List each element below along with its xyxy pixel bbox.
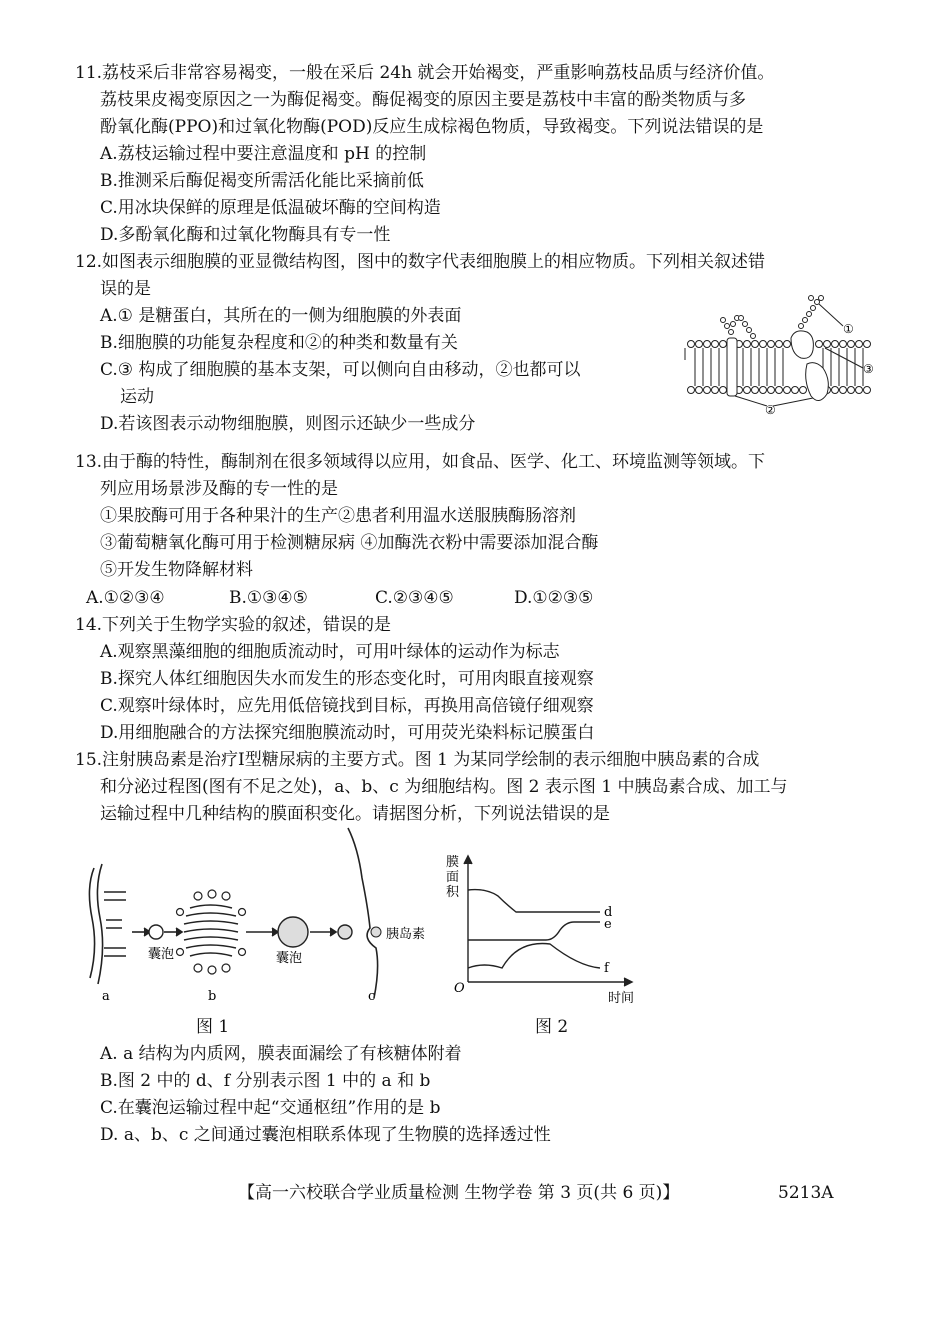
q13-item-line-2: ③葡萄糖氧化酶可用于检测糖尿病 ④加酶洗衣粉中需要添加混合酶 bbox=[100, 533, 599, 553]
fig2-label-e: e bbox=[604, 917, 612, 932]
q15-stem-line-2: 和分泌过程图(图有不足之处)，a、b、c 为细胞结构。图 2 表示图 1 中胰岛素合成、加工与 bbox=[100, 777, 788, 797]
q12-option-c: C.③ 构成了细胞膜的基本支架，可以侧向自由移动，②也都可以 bbox=[100, 360, 581, 380]
q11-option-c: C.用冰块保鲜的原理是低温破坏酶的空间构造 bbox=[100, 198, 441, 218]
footer-code: 5213A bbox=[778, 1183, 834, 1203]
fig1-label-a: a bbox=[102, 989, 110, 1004]
q12-option-a: A.① 是糖蛋白，其所在的一侧为细胞膜的外表面 bbox=[100, 306, 462, 326]
q14-option-c: C.观察叶绿体时，应先用低倍镜找到目标，再换用高倍镜仔细观察 bbox=[100, 696, 594, 716]
fig2-ylabel-char: 膜 bbox=[446, 855, 460, 870]
q15-stem-line-3: 运输过程中几种结构的膜面积变化。请据图分析，下列说法错误的是 bbox=[100, 804, 610, 824]
fig1-label-vesicle-1: 囊泡 bbox=[148, 947, 175, 962]
fig2-ylabel bbox=[446, 855, 460, 900]
q14-option-d: D.用细胞融合的方法探究细胞膜流动时，可用荧光染料标记膜蛋白 bbox=[100, 723, 595, 743]
fig2-ylabel-char: 积 bbox=[446, 885, 460, 900]
q12-stem-line-1: 12.如图表示细胞膜的亚显微结构图，图中的数字代表细胞膜上的相应物质。下列相关叙述错 bbox=[75, 252, 766, 272]
q12-option-d: D.若该图表示动物细胞膜，则图示还缺少一些成分 bbox=[100, 414, 476, 434]
figure-1-caption: 图 1 bbox=[196, 1017, 230, 1037]
q15-stem-line-1: 15.注射胰岛素是治疗Ⅰ型糖尿病的主要方式。图 1 为某同学绘制的表示细胞中胰岛素的合成 bbox=[75, 750, 760, 770]
fig1-label-c: c bbox=[368, 989, 376, 1004]
membrane-label-2: ② bbox=[765, 403, 776, 417]
fig2-label-d: d bbox=[604, 905, 613, 920]
curve-d bbox=[468, 890, 600, 912]
q13-option-c: C.②③④⑤ bbox=[375, 588, 454, 608]
q11-option-a: A.荔枝运输过程中要注意温度和 pH 的控制 bbox=[100, 144, 427, 164]
membrane-label-1: ① bbox=[843, 322, 854, 336]
q11-option-b: B.推测采后酶促褐变所需活化能比采摘前低 bbox=[100, 171, 424, 191]
membrane-figure bbox=[683, 288, 883, 416]
footer-page-info: 【高一六校联合学业质量检测 生物学卷 第 3 页(共 6 页)】 bbox=[238, 1183, 680, 1203]
q14-stem: 14.下列关于生物学实验的叙述，错误的是 bbox=[75, 615, 392, 635]
q11-stem-line-2: 荔枝果皮褐变原因之一为酶促褐变。酶促褐变的原因主要是荔枝中丰富的酚类物质与多 bbox=[100, 90, 746, 110]
q13-stem-line-2: 列应用场景涉及酶的专一性的是 bbox=[100, 479, 338, 499]
q15-option-c: C.在囊泡运输过程中起“交通枢纽”作用的是 b bbox=[100, 1098, 441, 1118]
q12-stem-line-2: 误的是 bbox=[100, 279, 151, 299]
fig1-label-vesicle-2: 囊泡 bbox=[276, 951, 303, 966]
figure-2-membrane-area bbox=[446, 855, 650, 1006]
q15-option-b: B.图 2 中的 d、f 分别表示图 1 中的 a 和 b bbox=[100, 1071, 431, 1091]
fig2-ylabel-char: 面 bbox=[446, 870, 460, 885]
q15-option-a: A. a 结构为内质网，膜表面漏绘了有核糖体附着 bbox=[100, 1044, 462, 1064]
q12-option-c-cont: 运动 bbox=[120, 387, 154, 407]
curve-e bbox=[468, 922, 600, 940]
membrane-label-3: ③ bbox=[863, 362, 874, 376]
q12-option-b: B.细胞膜的功能复杂程度和②的种类和数量有关 bbox=[100, 333, 458, 353]
q13-option-a: A.①②③④ bbox=[86, 588, 165, 608]
q14-option-b: B.探究人体红细胞因失水而发生的形态变化时，可用肉眼直接观察 bbox=[100, 669, 594, 689]
q15-option-d: D. a、b、c 之间通过囊泡相联系体现了生物膜的选择透过性 bbox=[100, 1125, 551, 1145]
q13-option-d: D.①②③⑤ bbox=[514, 588, 594, 608]
fig2-origin: O bbox=[454, 981, 465, 996]
figure-1-secretion bbox=[80, 828, 460, 1008]
fig1-label-b: b bbox=[208, 989, 217, 1004]
q14-option-a: A.观察黑藻细胞的细胞质流动时，可用叶绿体的运动作为标志 bbox=[100, 642, 560, 662]
q13-stem-line-1: 13.由于酶的特性，酶制剂在很多领域得以应用，如食品、医学、化工、环境监测等领域。下 bbox=[75, 452, 766, 472]
q13-item-line-1: ①果胶酶可用于各种果汁的生产②患者利用温水送服胰酶肠溶剂 bbox=[100, 506, 576, 526]
q11-stem-line-3: 酚氧化酶(PPO)和过氧化物酶(POD)反应生成棕褐色物质，导致褐变。下列说法错误的是 bbox=[100, 117, 764, 137]
figure-2-caption: 图 2 bbox=[535, 1017, 569, 1037]
q13-item-line-3: ⑤开发生物降解材料 bbox=[100, 560, 253, 580]
fig2-xlabel: 时间 bbox=[608, 991, 635, 1006]
q11-option-d: D.多酚氧化酶和过氧化物酶具有专一性 bbox=[100, 225, 391, 245]
q13-option-b: B.①③④⑤ bbox=[229, 588, 308, 608]
q11-stem-line-1: 11.荔枝采后非常容易褐变，一般在采后 24h 就会开始褐变，严重影响荔枝品质与经济价值。 bbox=[75, 63, 775, 83]
fig2-label-f: f bbox=[604, 961, 609, 976]
curve-f bbox=[468, 944, 600, 969]
fig1-label-insulin: 胰岛素 bbox=[386, 927, 426, 942]
